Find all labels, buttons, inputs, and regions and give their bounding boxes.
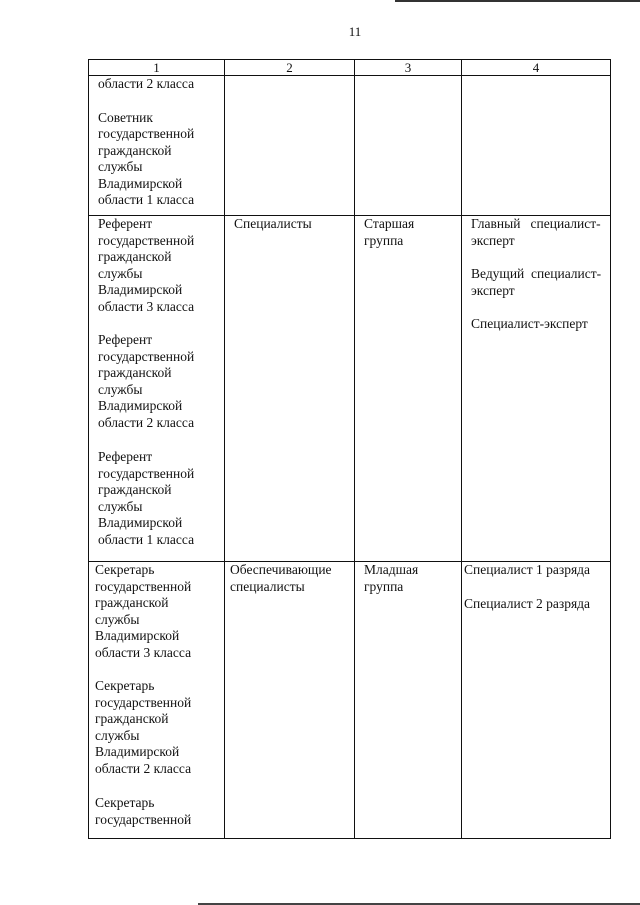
cell-line: государственной [95, 578, 192, 594]
cell-line: гражданской [98, 365, 172, 380]
cell-paragraph [98, 449, 220, 548]
cell-line: области 1 класса [98, 531, 195, 547]
cell-line: гражданской [95, 711, 169, 726]
cell-line: государственной [98, 126, 195, 141]
cell-paragraph [98, 76, 220, 93]
cell-line: Владимирской [98, 515, 183, 530]
cell-line: гражданской [98, 142, 172, 158]
cell-paragraph [98, 216, 220, 315]
cell-line: государственной [98, 348, 195, 364]
cell-line: Референт [98, 332, 153, 347]
cell-rank [89, 76, 225, 216]
cell-line: Владимирской [95, 744, 180, 759]
cell-line: службы [98, 498, 143, 514]
cell-paragraph [98, 110, 220, 209]
cell-line: эксперт [471, 232, 515, 248]
cell-line: области 2 класса [95, 760, 192, 776]
rank-table [88, 59, 611, 839]
cell-paragraph [95, 562, 220, 661]
cell-line: Владимирской [95, 628, 180, 643]
cell-group [355, 216, 462, 562]
cell-position [462, 216, 611, 562]
header-col-2: 2 [225, 60, 355, 76]
cell-line: Специалисты [234, 216, 312, 231]
cell-line: Владимирской [98, 175, 183, 191]
cell-line: Главный специалист- [471, 216, 601, 231]
cell-line: государственной [95, 811, 192, 827]
table-header-row [89, 60, 611, 76]
cell-line: области 2 класса [98, 76, 195, 91]
cell-line: Секретарь [95, 678, 155, 693]
cell-rank [89, 216, 225, 562]
page-number: 11 [348, 24, 362, 39]
header-col-3: 3 [355, 60, 462, 76]
table-row [89, 562, 611, 839]
cell-line: гражданской [98, 482, 172, 497]
cell-paragraph [234, 216, 350, 233]
cell-line: Секретарь [95, 795, 155, 810]
cell-line: службы [95, 727, 140, 743]
cell-category [225, 76, 355, 216]
cell-line: Референт [98, 216, 153, 231]
cell-paragraph [471, 316, 606, 333]
cell-paragraph [95, 678, 220, 777]
cell-rank [89, 562, 225, 839]
scan-edge-top [395, 0, 640, 2]
cell-line: области 3 класса [95, 644, 192, 660]
cell-line: государственной [95, 694, 192, 710]
cell-line: службы [98, 265, 143, 281]
cell-line: Советник [98, 109, 153, 125]
header-col-1: 1 [89, 60, 225, 76]
cell-paragraph [471, 266, 606, 299]
cell-line: Обеспечивающие [230, 562, 332, 577]
cell-line: группа [364, 232, 404, 248]
cell-line: Младшая [364, 562, 419, 577]
cell-line: гражданской [95, 595, 169, 610]
cell-paragraph [230, 562, 350, 595]
cell-group [355, 562, 462, 839]
cell-line: специалисты [230, 578, 305, 594]
cell-paragraph [471, 216, 606, 249]
cell-line: службы [98, 159, 143, 174]
cell-line: Владимирской [98, 282, 183, 297]
cell-line: группа [364, 578, 404, 594]
cell-line: Владимирской [98, 398, 183, 413]
cell-line: Специалист-эксперт [471, 316, 588, 331]
cell-paragraph [364, 562, 457, 595]
cell-line: Ведущий специалист- [471, 266, 602, 281]
table-row [89, 76, 611, 216]
cell-line: государственной [98, 465, 195, 481]
cell-group [355, 76, 462, 216]
cell-line: государственной [98, 232, 195, 248]
cell-category [225, 562, 355, 839]
cell-line: Секретарь [95, 562, 155, 577]
header-col-4: 4 [462, 60, 611, 76]
cell-paragraph [364, 216, 457, 249]
cell-paragraph [464, 562, 606, 579]
cell-line: службы [98, 381, 143, 397]
cell-line: области 1 класса [98, 192, 195, 207]
cell-position [462, 562, 611, 839]
cell-line: Специалист 1 разряда [464, 562, 591, 577]
cell-line: Специалист 2 разряда [464, 595, 591, 611]
cell-position [462, 76, 611, 216]
cell-paragraph [95, 795, 220, 828]
cell-line: эксперт [471, 282, 515, 298]
cell-line: службы [95, 611, 140, 627]
cell-line: Старшая [364, 216, 415, 231]
cell-line: Референт [98, 449, 153, 464]
cell-paragraph [464, 596, 606, 613]
table-row [89, 216, 611, 562]
cell-paragraph [98, 332, 220, 431]
cell-line: области 3 класса [98, 298, 195, 314]
cell-category [225, 216, 355, 562]
cell-line: области 2 класса [98, 414, 195, 430]
cell-line: гражданской [98, 249, 172, 264]
